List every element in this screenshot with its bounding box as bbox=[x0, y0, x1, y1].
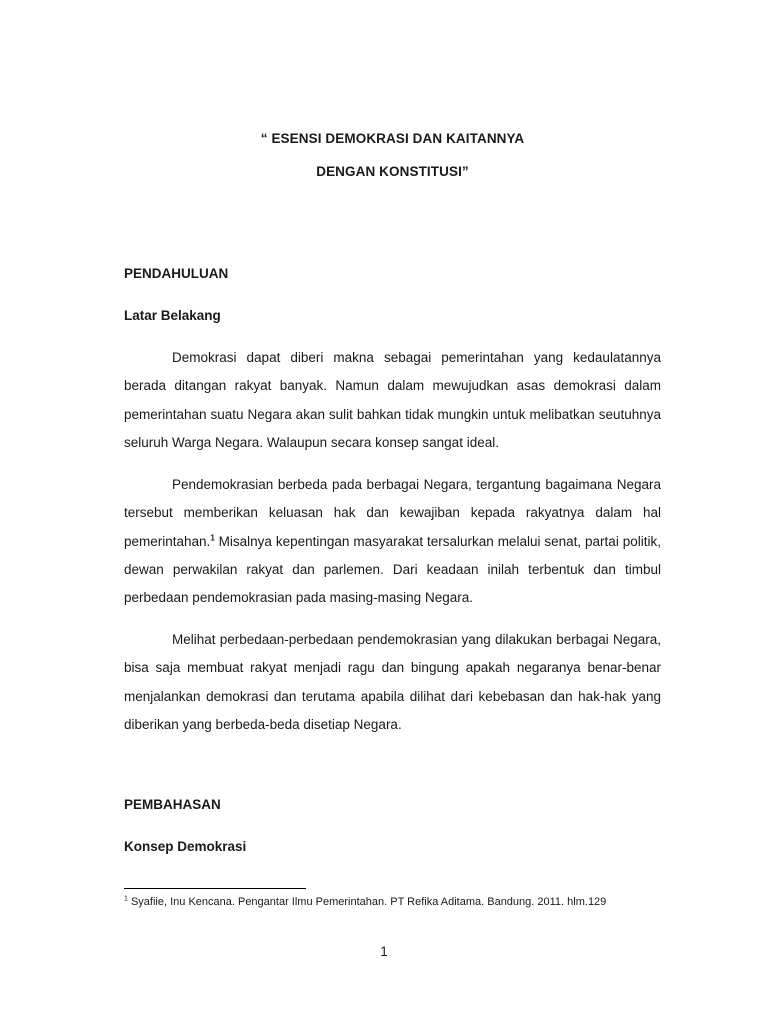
paragraph-2-text-a: Pendemokrasian berbeda pada berbagai Negara, tergantung bagaimana Negara tersebut memberikan keluasan hak dan kewajiban kepada rakyatnya dalam hal pemerintahan. bbox=[124, 477, 661, 549]
footnote-number: 1 bbox=[124, 895, 128, 903]
title-line-2: DENGAN KONSTITUSI” bbox=[316, 164, 469, 179]
footnote bbox=[124, 896, 606, 908]
section-heading-pendahuluan: PENDAHULUAN bbox=[124, 266, 229, 281]
footnote-separator bbox=[124, 888, 306, 889]
subsection-heading-latar-belakang: Latar Belakang bbox=[124, 308, 221, 323]
section-heading-pembahasan: PEMBAHASAN bbox=[124, 797, 221, 812]
title-line-1: “ ESENSI DEMOKRASI DAN KAITANNYA bbox=[260, 131, 525, 146]
paragraph-3: Melihat perbedaan-perbedaan pendemokrasian yang dilakukan berbagai Negara, bisa saja membuat rakyat menjadi ragu dan bingung apakah negaranya benar-benar menjalankan demokrasi dan terutama apabila dilihat dari kebebasan dan hak-hak yang diberikan yang berbeda-beda disetiap Negara. bbox=[124, 632, 661, 732]
paragraph-1: Demokrasi dapat diberi makna sebagai pemerintahan yang kedaulatannya berada ditangan rakyat banyak. Namun dalam mewujudkan asas demokrasi dalam pemerintahan suatu Negara akan sulit bahkan tidak mungkin untuk melibatkan seutuhnya seluruh Warga Negara. Walaupun secara konsep sangat ideal. bbox=[124, 350, 661, 450]
paragraph-2-text-b: Misalnya kepentingan masyarakat tersalurkan melalui senat, partai politik, dewan perwakilan rakyat dan parlemen. Dari keadaan inilah terbentuk dan timbul perbedaan pendemokrasian pada masing-masing Negara. bbox=[124, 533, 661, 606]
footnote-text: Syafiie, Inu Kencana. Pengantar Ilmu Pemerintahan. PT Refika Aditama. Bandung. 2011. hlm.129 bbox=[127, 896, 607, 908]
footnote-reference: 1 bbox=[210, 533, 215, 543]
paragraph-2 bbox=[124, 471, 661, 612]
page-number: 1 bbox=[380, 944, 388, 959]
subsection-heading-konsep-demokrasi: Konsep Demokrasi bbox=[124, 839, 247, 854]
